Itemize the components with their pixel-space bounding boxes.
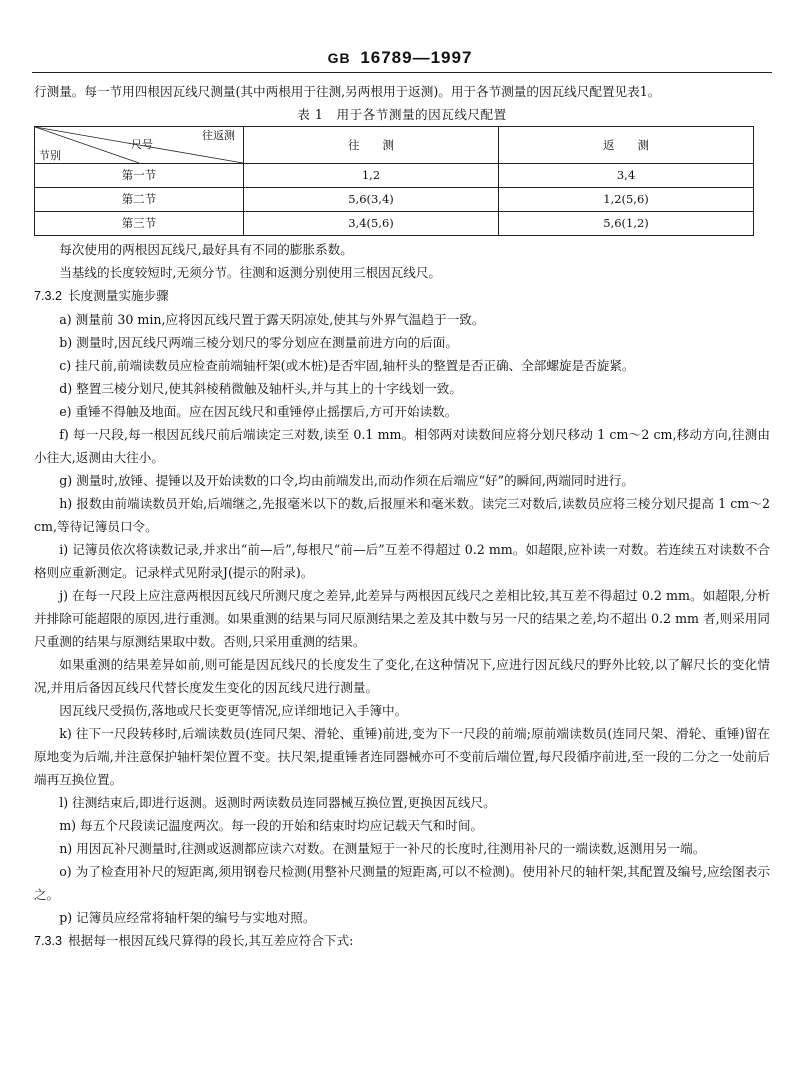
step-item: h) 报数由前端读数员开始,后端继之,先报毫米以下的数,后报厘米和毫米数。读完三对数后,读数员应将三棱分划尺提高 1 cm～2 cm,等待记簿员口令。 (34, 496, 770, 534)
standard-prefix: GB (327, 50, 351, 66)
table-1 (34, 126, 754, 236)
corner-label-top: 往返测 (202, 129, 235, 142)
table-header-row (35, 127, 754, 164)
step-item: b) 测量时,因瓦线尺两端三棱分划尺的零分划应在测量前进方向的后面。 (59, 335, 458, 350)
table-row (35, 164, 754, 188)
cell-back: 3,4 (499, 164, 754, 188)
step-item: i) 记簿员依次将读数记录,并求出“前—后”,每根尺“前—后”互差不得超过 0.2 mm。如超限,应补读一对数。若连续五对读数不合格则应重新测定。记录样式见附录J(提示的附录)。 (34, 542, 770, 580)
step-item: a) 测量前 30 min,应将因瓦线尺置于露天阴凉处,使其与外界气温趋于一致。 (59, 312, 485, 327)
paragraph: 当基线的长度较短时,无须分节。往测和返测分别使用三根因瓦线尺。 (59, 265, 442, 280)
col-header-back: 返 测 (499, 127, 754, 164)
section-number: 7.3.3 (34, 934, 63, 948)
step-item: n) 用因瓦补尺测量时,往测或返测都应读六对数。在测量短于一补尺的长度时,往测用补尺的一端读数,返测用另一端。 (59, 841, 706, 856)
table-caption: 表 1 用于各节测量的因瓦线尺配置 (297, 107, 507, 122)
step-item: c) 挂尺前,前端读数员应检查前端轴杆架(或木桩)是否牢固,轴杆头的整置是否正确、全部螺旋是否旋紧。 (59, 358, 635, 373)
step-item: l) 往测结束后,即进行返测。返测时两读数员连同器械互换位置,更换因瓦线尺。 (59, 795, 496, 810)
step-item: f) 每一尺段,每一根因瓦线尺前后端读定三对数,读至 0.1 mm。相邻两对读数间应将分划尺移动 1 cm～2 cm,移动方向,往测由小往大,返测由大往小。 (34, 427, 770, 465)
table-row (35, 188, 754, 212)
cell-forward: 1,2 (244, 164, 499, 188)
section-title: 长度测量实施步骤 (68, 288, 169, 303)
paragraph: 如果重测的结果差异如前,则可能是因瓦线尺的长度发生了变化,在这种情况下,应进行因瓦线尺的野外比较,以了解尺长的变化情况,并用后备因瓦线尺代替长度发生变化的因瓦线尺进行测量。 (34, 657, 770, 695)
section-number: 7.3.2 (34, 289, 63, 303)
corner-label-bottom: 节别 (39, 149, 61, 162)
section-heading (34, 929, 770, 953)
section-title: 根据每一根因瓦线尺算得的段长,其互差应符合下式: (68, 933, 354, 948)
standard-number: 16789—1997 (360, 48, 473, 67)
step-item: d) 整置三棱分划尺,使其斜棱稍微触及轴杆头,并与其上的十字线划一致。 (59, 381, 462, 396)
col-header-forward: 往 测 (244, 127, 499, 164)
cell-forward: 5,6(3,4) (244, 188, 499, 212)
step-item: g) 测量时,放锤、提锤以及开始读数的口令,均由前端发出,而动作须在后端应“好”的瞬间,两端同时进行。 (59, 473, 634, 488)
paragraph: 每次使用的两根因瓦线尺,最好具有不同的膨胀系数。 (59, 242, 353, 257)
step-item: k) 往下一尺段转移时,后端读数员(连同尺架、滑轮、重锤)前进,变为下一尺段的前端;原前端读数员(连同尺架、滑轮、重锤)留在原地变为后端,并注意保护轴杆架位置不变。扶尺架,提重锤者连同器械亦可不变前后端位置,每尺段循序前进,至一段的二分之一处前后端再互换位置。 (34, 726, 770, 787)
page-header (0, 48, 800, 68)
section-heading (34, 284, 770, 308)
cell-section: 第三节 (35, 212, 244, 236)
header-rule (32, 72, 772, 73)
step-item: p) 记簿员应经常将轴杆架的编号与实地对照。 (59, 910, 316, 925)
table-corner-cell (35, 127, 244, 164)
cell-back: 5,6(1,2) (499, 212, 754, 236)
cell-section: 第二节 (35, 188, 244, 212)
step-item: e) 重锤不得触及地面。应在因瓦线尺和重锤停止摇摆后,方可开始读数。 (59, 404, 458, 419)
paragraph: 因瓦线尺受损伤,落地或尺长变更等情况,应详细地记入手簿中。 (59, 703, 408, 718)
cell-back: 1,2(5,6) (499, 188, 754, 212)
step-item: j) 在每一尺段上应注意两根因瓦线尺所测尺度之差异,此差异与两根因瓦线尺之差相比较,其互差不得超过 0.2 mm。如超限,分析并排除可能超限的原因,进行重测。如果重测的结果与同尺原测结果之差及其中数与另一尺的结果之差,均不超出 0.2 mm 者,则采用同尺重测的结果与原测结果取中数。否则,只采用重测的结果。 (34, 588, 770, 649)
table-row (35, 212, 754, 236)
step-item: m) 每五个尺段读记温度两次。每一段的开始和结束时均应记载天气和时间。 (59, 818, 484, 833)
cell-section: 第一节 (35, 164, 244, 188)
cell-forward: 3,4(5,6) (244, 212, 499, 236)
paragraph: 行测量。每一节用四根因瓦线尺测量(其中两根用于往测,另两根用于返测)。用于各节测量的因瓦线尺配置见表1。 (34, 84, 661, 99)
step-item: o) 为了检查用补尺的短距离,须用钢卷尺检测(用整补尺测量的短距离,可以不检测)。使用补尺的轴杆架,其配置及编号,应绘图表示之。 (34, 864, 770, 902)
body-text (34, 80, 770, 953)
corner-label-mid: 尺号 (131, 138, 153, 151)
